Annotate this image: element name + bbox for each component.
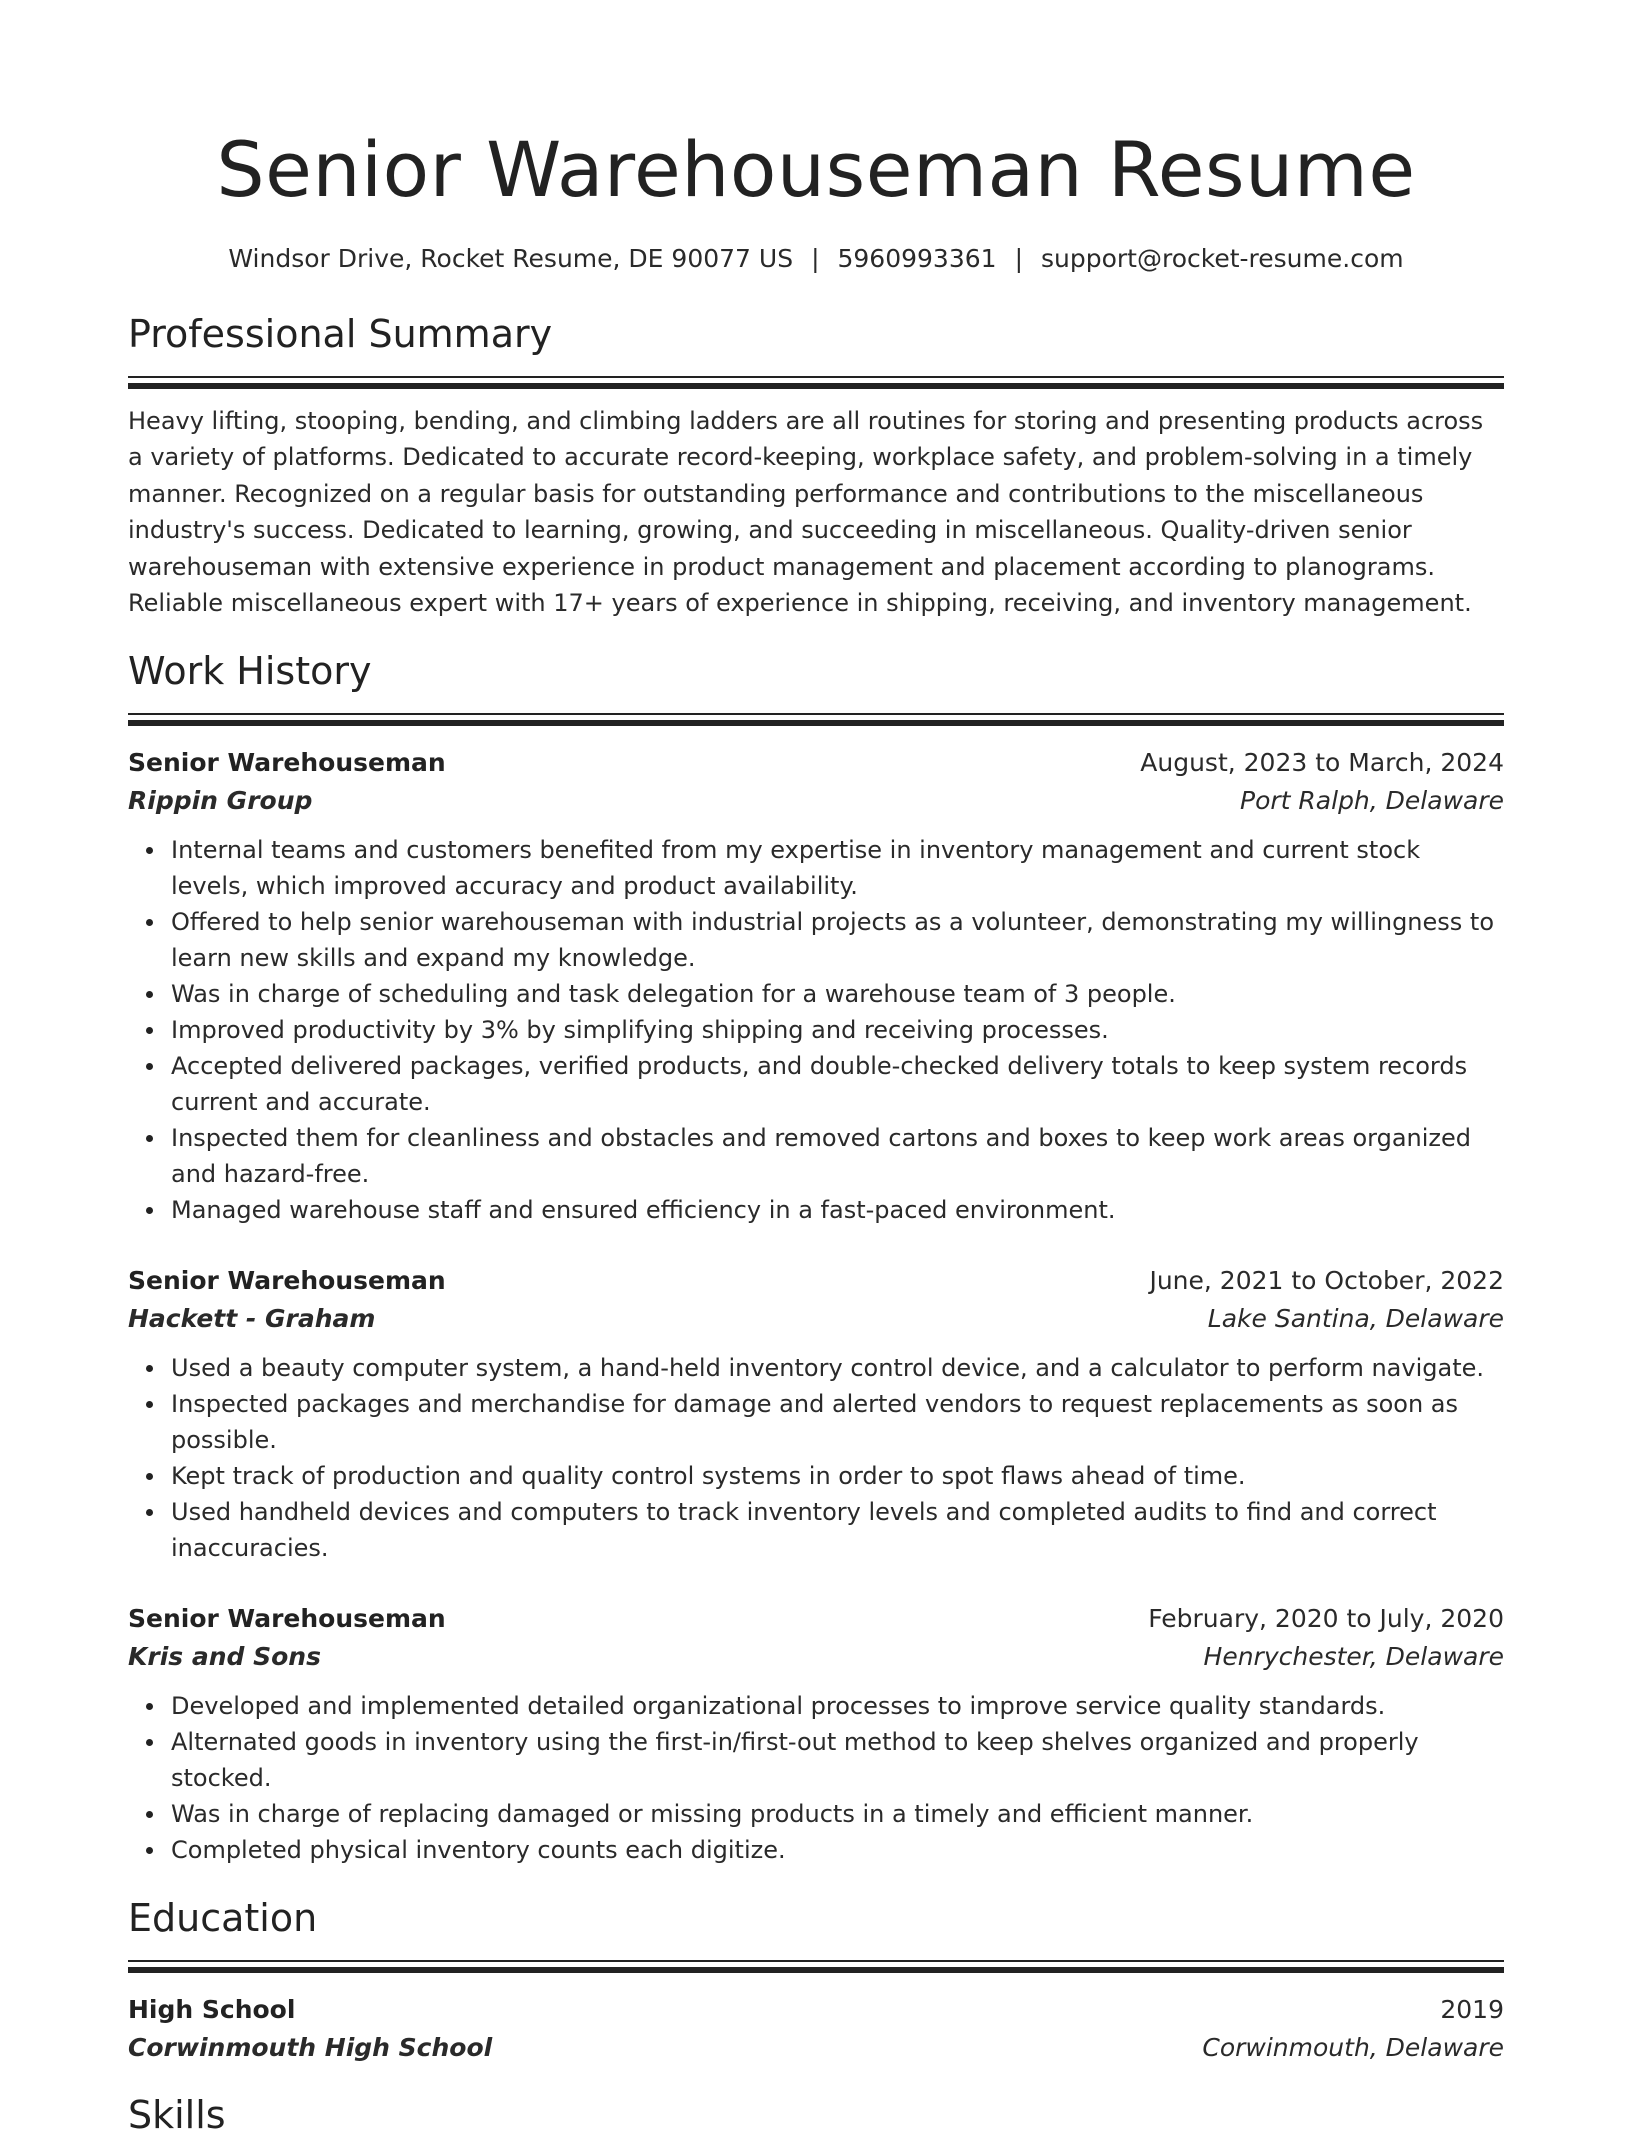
job-location: Lake Santina, Delaware — [1207, 1304, 1504, 1334]
job-bullets — [128, 832, 1504, 1228]
job-entry — [128, 1600, 1504, 1868]
job-bullet: Was in charge of replacing damaged or missing products in a timely and efficient manner. — [171, 1796, 1504, 1832]
education-location: Corwinmouth, Delaware — [1202, 2033, 1504, 2063]
job-bullet: Offered to help senior warehouseman with industrial projects as a volunteer, demonstrating my willingness to learn new skills and expand my knowledge. — [171, 904, 1504, 976]
contact-separator: | — [811, 244, 820, 273]
education-entry — [128, 1991, 1504, 2067]
section-heading-summary: Professional Summary — [128, 312, 553, 356]
section-divider — [128, 376, 1504, 389]
skills-section — [128, 2089, 1504, 2141]
job-bullet: Developed and implemented detailed organizational processes to improve service quality standards. — [171, 1688, 1504, 1724]
contact-line — [128, 242, 1504, 276]
contact-address: Windsor Drive, Rocket Resume, DE 90077 US — [228, 244, 794, 273]
summary-text: Heavy lifting, stooping, bending, and climbing ladders are all routines for storing and presenting products across a variety of platforms. Dedicated to accurate record-keeping, workplace safety, and problem-solving in a timely manner. Recognized on a regular basis for outstanding performance and contributions to the miscellaneous industry's success. Dedicated to learning, growing, and succeeding in miscellaneous. Quality-driven senior warehouseman with extensive experience in product management and placement according to planograms. Reliable miscellaneous expert with 17+ years of experience in shipping, receiving, and inventory management. — [128, 407, 1484, 618]
job-bullet: Internal teams and customers benefited from my expertise in inventory management and current stock levels, which improved accuracy and product availability. — [171, 832, 1504, 904]
resume-title: Senior Warehouseman Resume — [216, 125, 1416, 214]
section-heading-skills: Skills — [128, 2093, 226, 2138]
contact-separator: | — [1014, 244, 1023, 273]
job-title: Senior Warehouseman — [128, 748, 446, 778]
contact-email: support@rocket-resume.com — [1041, 244, 1404, 273]
job-bullet: Accepted delivered packages, verified products, and double-checked delivery totals to keep system records current and accurate. — [171, 1048, 1504, 1120]
section-divider — [128, 1960, 1504, 1973]
job-dates: June, 2021 to October, 2022 — [1149, 1266, 1504, 1296]
education-school: Corwinmouth High School — [128, 2033, 493, 2063]
job-location: Henrychester, Delaware — [1203, 1642, 1504, 1672]
job-entry — [128, 744, 1504, 1228]
section-divider — [128, 713, 1504, 726]
job-bullet: Inspected them for cleanliness and obstacles and removed cartons and boxes to keep work areas organized and hazard-free. — [171, 1120, 1504, 1192]
job-dates: August, 2023 to March, 2024 — [1140, 748, 1504, 778]
contact-phone: 5960993361 — [837, 244, 997, 273]
job-title: Senior Warehouseman — [128, 1604, 446, 1634]
education-degree: High School — [128, 1995, 296, 2025]
job-company: Kris and Sons — [128, 1642, 321, 1672]
job-location: Port Ralph, Delaware — [1240, 786, 1504, 816]
education-year: 2019 — [1440, 1995, 1504, 2025]
job-bullet: Kept track of production and quality control systems in order to spot flaws ahead of time. — [171, 1458, 1504, 1494]
job-bullet: Completed physical inventory counts each digitize. — [171, 1832, 1504, 1868]
job-bullet: Used a beauty computer system, a hand-held inventory control device, and a calculator to perform navigate. — [171, 1350, 1504, 1386]
section-heading-education: Education — [128, 1896, 318, 1941]
work-history-section — [128, 645, 1504, 1868]
job-bullet: Was in charge of scheduling and task delegation for a warehouse team of 3 people. — [171, 976, 1504, 1012]
professional-summary-section — [128, 308, 1504, 621]
job-company: Rippin Group — [128, 786, 313, 816]
job-bullets — [128, 1350, 1504, 1566]
job-bullet: Inspected packages and merchandise for damage and alerted vendors to request replacements as soon as possible. — [171, 1386, 1504, 1458]
job-dates: February, 2020 to July, 2020 — [1148, 1604, 1504, 1634]
job-entry — [128, 1262, 1504, 1566]
job-bullets — [128, 1688, 1504, 1868]
job-company: Hackett - Graham — [128, 1304, 376, 1334]
job-bullet: Used handheld devices and computers to track inventory levels and completed audits to find and correct inaccuracies. — [171, 1494, 1504, 1566]
job-bullet: Managed warehouse staff and ensured efficiency in a fast-paced environment. — [171, 1192, 1504, 1228]
section-heading-work: Work History — [128, 649, 372, 694]
education-section — [128, 1892, 1504, 2067]
job-title: Senior Warehouseman — [128, 1266, 446, 1296]
job-bullet: Improved productivity by 3% by simplifying shipping and receiving processes. — [171, 1012, 1504, 1048]
job-bullet: Alternated goods in inventory using the first-in/first-out method to keep shelves organized and properly stocked. — [171, 1724, 1504, 1796]
